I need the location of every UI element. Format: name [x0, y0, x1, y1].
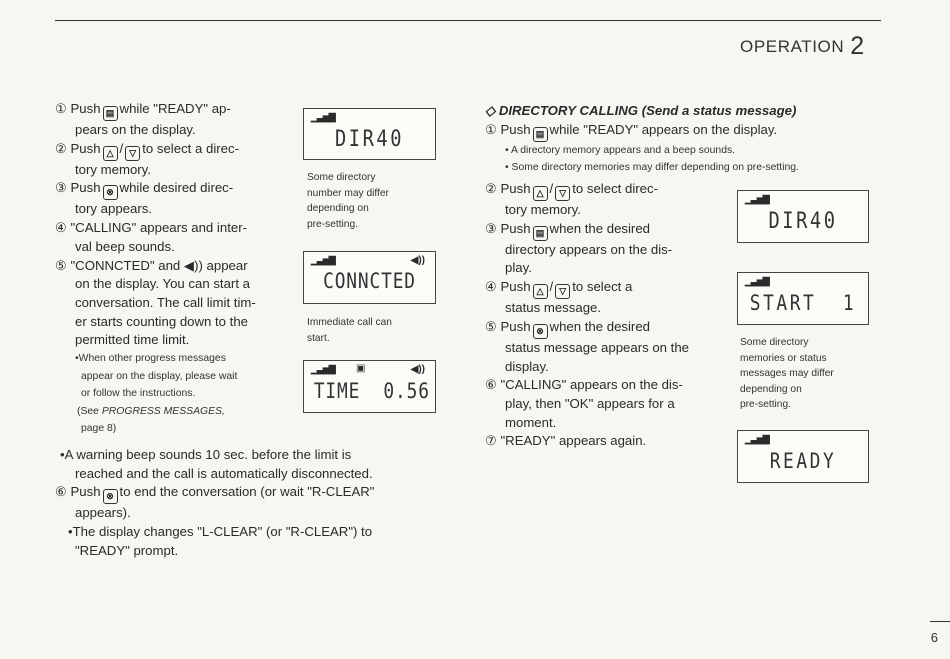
step-5-cont: conversation. The call limit tim- — [75, 294, 256, 310]
lock-icon: ▣ — [356, 363, 366, 374]
left-bottom — [55, 446, 460, 561]
r-step-2-cont: tory memory. — [505, 202, 581, 217]
step-3: ③ Push ⊗ while desired direc- — [55, 179, 285, 200]
lcd-text: DIR40 — [768, 209, 838, 234]
scan-key-icon: ⊗ — [103, 185, 118, 200]
warning-line: reached and the call is automatically disconnected. — [75, 465, 373, 481]
step-5-cont: on the display. You can start a — [75, 276, 250, 292]
right-steps — [485, 102, 885, 177]
step-5: ⑤ "CONNCTED" and ◀)) appear — [55, 257, 248, 273]
step-2: ② Push △ / ▽ to select a direc- — [55, 140, 285, 161]
note-line: page 8) — [81, 423, 117, 435]
note-line: •When other progress messages — [75, 353, 226, 365]
call-key-icon: ▤ — [103, 106, 118, 121]
caption-2: Immediate call can start. — [307, 317, 392, 344]
section-number: 2 — [850, 32, 865, 60]
step-5-cont: permitted time limit. — [75, 332, 190, 348]
step-4: ④ "CALLING" appears and inter- — [55, 220, 247, 236]
right-steps-2 — [485, 180, 720, 451]
speaker-icon: ◀)) — [410, 255, 425, 266]
speaker-icon: ◀)) — [410, 364, 425, 375]
signal-icon: ▁▃▅▇ — [745, 194, 769, 204]
r-step-7: ⑦ "READY" appears again. — [485, 433, 647, 449]
section-title: OPERATION 2 — [740, 32, 865, 60]
step-1-cont: pears on the display. — [75, 122, 196, 137]
up-key-icon: △ — [533, 284, 548, 299]
top-rule — [55, 20, 881, 21]
r-step-5-cont: display. — [505, 358, 549, 374]
signal-icon: ▁▃▅▇ — [745, 276, 769, 286]
signal-icon: ▁▃▅▇ — [745, 434, 769, 444]
up-key-icon: △ — [103, 146, 118, 161]
display-line: "READY" prompt. — [75, 542, 179, 558]
r-step-6-cont: moment. — [505, 414, 557, 430]
signal-icon: ▁▃▅▇ — [311, 255, 335, 265]
call-key-icon: ▤ — [533, 127, 548, 142]
r-step-6-cont: play, then "OK" appears for a — [505, 395, 675, 411]
r-step-2: ② Push △ / ▽ to select direc- — [485, 180, 720, 201]
note-line: (See PROGRESS MESSAGES, — [77, 405, 225, 417]
lcd-display-start — [737, 272, 869, 325]
note — [55, 350, 285, 438]
lcd-text: READY — [769, 449, 837, 473]
r-step-1: ① Push ▤ while "READY" appears on the display. — [485, 121, 885, 142]
diamond-icon: ◇ — [485, 103, 496, 118]
left-steps — [55, 100, 285, 438]
lcd-display-connected — [303, 251, 436, 304]
r-step-4: ④ Push △ / ▽ to select a — [485, 278, 720, 299]
step-6-cont: appears). — [75, 505, 131, 521]
lcd-text: TIME 0.56 — [313, 379, 430, 403]
bottom-rule — [930, 621, 950, 622]
signal-icon: ▁▃▅▇ — [311, 364, 335, 374]
note-line: or follow the instructions. — [81, 388, 196, 400]
note-line: appear on the display, please wait — [81, 370, 238, 382]
lcd-display-dir40 — [303, 108, 436, 160]
lcd-display-time — [303, 360, 436, 413]
page-number: 6 — [930, 630, 938, 645]
r-step-3-cont: directory appears on the dis- — [505, 241, 673, 257]
r-step-3: ③ Push ▤ when the desired — [485, 220, 720, 241]
lcd-text: CONNCTED — [323, 269, 416, 293]
lcd-text: DIR40 — [334, 127, 405, 152]
lcd-display-ready — [737, 430, 869, 483]
r-step-4-cont: status message. — [505, 300, 602, 316]
bullet-2: • Some directory memories may differ depending on pre-setting. — [505, 162, 799, 174]
scan-key-icon: ⊗ — [533, 324, 548, 339]
warning-line: •A warning beep sounds 10 sec. before the limit is — [60, 447, 352, 462]
speaker-icon: ◀)) — [183, 257, 203, 273]
r-step-5: ⑤ Push ⊗ when the desired — [485, 318, 720, 339]
r-step-3-cont: play. — [505, 260, 532, 276]
display-line: •The display changes "L-CLEAR" (or "R-CLEAR") to — [68, 524, 373, 540]
caption-5: Some directory memories or status messages may differ depending on pre-setting. — [740, 337, 834, 410]
down-key-icon: ▽ — [125, 146, 140, 161]
down-key-icon: ▽ — [555, 284, 570, 299]
signal-icon: ▁▃▅▇ — [311, 112, 335, 122]
lcd-display-dir40-right — [737, 190, 869, 243]
bullet-1: • A directory memory appears and a beep sounds. — [505, 144, 736, 156]
step-2-cont: tory memory. — [75, 161, 151, 177]
down-key-icon: ▽ — [555, 186, 570, 201]
directory-heading: ◇ DIRECTORY CALLING (Send a status message) — [485, 103, 797, 118]
call-key-icon: ▤ — [533, 226, 548, 241]
step-4-cont: val beep sounds. — [75, 238, 175, 254]
step-1: ① Push ▤ while "READY" ap- — [55, 100, 285, 121]
step-6: ⑥ Push ⊗ to end the conversation (or wait "R-CLEAR" — [55, 483, 460, 504]
lcd-text: START 1 — [749, 291, 857, 315]
step-5-cont: er starts counting down to the — [75, 313, 249, 329]
step-3-cont: tory appears. — [75, 201, 152, 217]
r-step-5-cont: status message appears on the — [505, 339, 690, 355]
caption-1: Some directory number may differ depending on pre-setting. — [307, 172, 389, 230]
up-key-icon: △ — [533, 186, 548, 201]
scan-key-icon: ⊗ — [103, 489, 118, 504]
r-step-6: ⑥ "CALLING" appears on the dis- — [485, 377, 683, 393]
